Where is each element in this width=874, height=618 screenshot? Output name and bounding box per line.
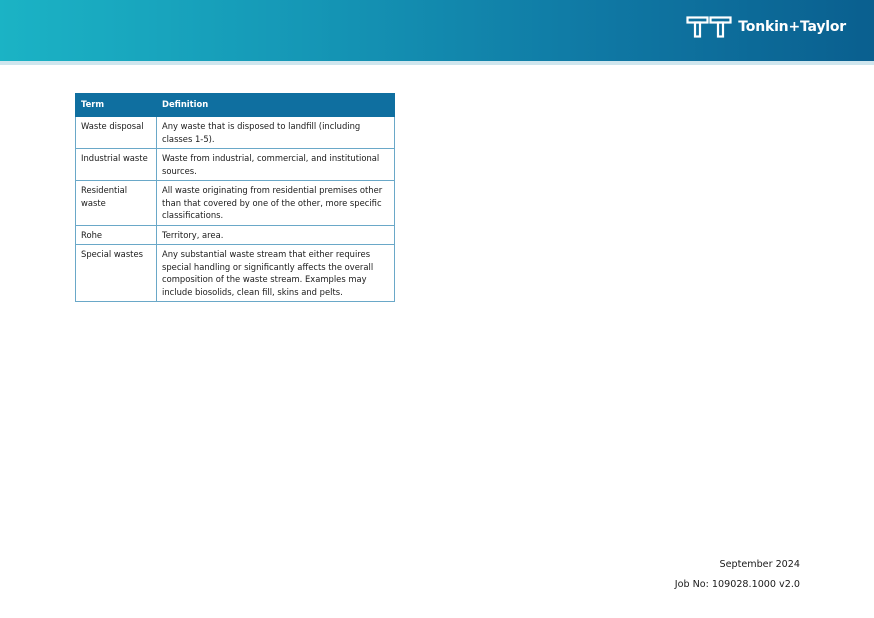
definition-cell: All waste originating from residential premises other than that covered by one of the other, more specific classifications. — [157, 181, 395, 226]
definition-cell: Any substantial waste stream that either requires special handling or significantly affects the overall composition of the waste stream. Examples may include biosolids, clean fill, skins and pelts. — [157, 245, 395, 302]
table-row — [76, 117, 395, 149]
brand-logo — [686, 14, 846, 40]
table-row — [76, 245, 395, 302]
table-header-row — [76, 94, 395, 117]
column-header-term: Term — [76, 94, 157, 117]
footer-date: September 2024 — [719, 559, 800, 570]
definition-cell: Any waste that is disposed to landfill (including classes 1-5). — [157, 117, 395, 149]
tt-monogram-icon — [686, 16, 732, 38]
definition-cell: Territory, area. — [157, 225, 395, 245]
header-divider — [0, 61, 874, 65]
footer-job-number: Job No: 109028.1000 v2.0 — [674, 579, 800, 590]
table-row — [76, 181, 395, 226]
column-header-definition: Definition — [157, 94, 395, 117]
glossary-table — [75, 93, 395, 302]
table-row — [76, 149, 395, 181]
term-cell: Rohe — [76, 225, 157, 245]
term-cell: Waste disposal — [76, 117, 157, 149]
term-cell: Special wastes — [76, 245, 157, 302]
term-cell: Residential waste — [76, 181, 157, 226]
term-cell: Industrial waste — [76, 149, 157, 181]
brand-name: Tonkin+Taylor — [738, 19, 846, 35]
definition-cell: Waste from industrial, commercial, and institutional sources. — [157, 149, 395, 181]
table-row — [76, 225, 395, 245]
